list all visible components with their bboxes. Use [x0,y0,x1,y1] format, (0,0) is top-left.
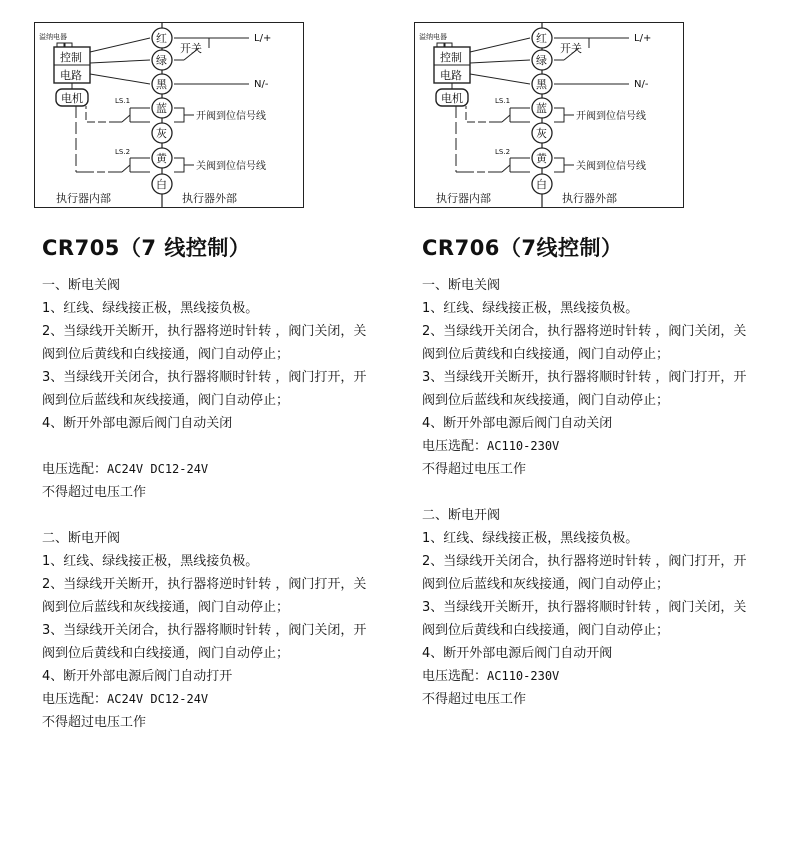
section-heading: 二、断电开阀 [42,531,121,546]
instruction-line: 2、当绿线开关断开，执行器将逆时针转 ，阀门关闭，关阀到位后黄线和白线接通，阀门自动停止； [42,324,367,362]
wire-red: 红 [536,32,547,45]
wire-white: 白 [536,178,547,191]
wire-blue: 蓝 [156,102,167,115]
voltage-line [422,665,752,688]
instruction-line: 3、当绿线开关闭合，执行器将顺时针转 ，阀门打开，开阀到位后蓝线和灰线接通，阀门自动停止； [42,370,367,408]
wire-grey: 灰 [536,127,547,140]
l-plus-label: L/+ [254,33,272,44]
wire-blue: 蓝 [536,102,547,115]
control-label-2: 电路 [60,69,82,82]
inside-label: 执行器内部 [436,192,491,205]
instruction-line: 2、当绿线开关闭合，执行器将逆时针转 ，阀门打开，开阀到位后蓝线和灰线接通，阀门自动停止； [422,554,747,592]
control-label-1: 控制 [440,51,462,64]
wire-yellow: 黄 [536,152,547,165]
voltage-line [42,458,372,481]
wire-green: 绿 [536,54,547,67]
switch-label: 开关 [560,42,582,55]
control-label-2: 电路 [440,69,462,82]
switch-label: 开关 [180,42,202,55]
section-heading: 一、断电关阀 [422,278,501,293]
instruction-line: 3、当绿线开关断开，执行器将顺时针转 ，阀门关闭，关阀到位后黄线和白线接通，阀门自动停止； [422,600,747,638]
n-minus-label: N/- [254,79,269,90]
outside-label: 执行器外部 [182,192,237,205]
brand-label: 溢纳电器 [419,33,447,41]
ls1-label: LS.1 [115,97,131,105]
voltage-line [42,688,372,711]
ls2-label: LS.2 [115,148,131,156]
voltage-label: 电压选配： [422,439,488,454]
ls2-label: LS.2 [495,148,511,156]
section-heading: 一、断电关阀 [42,278,121,293]
instruction-line: 1、红线、绿线接正极，黑线接负极。 [42,554,259,569]
instruction-line: 4、断开外部电源后阀门自动关闭 [42,416,233,431]
control-label-1: 控制 [60,51,82,64]
wiring-diagram [414,22,684,208]
wire-green: 绿 [156,54,167,67]
cr706-description [422,274,752,711]
instruction-line: 2、当绿线开关断开，执行器将逆时针转 ，阀门打开，关阀到位后蓝线和灰线接通，阀门自动停止； [42,577,367,615]
wiring-diagram-svg [34,22,304,208]
outside-label: 执行器外部 [562,192,617,205]
wire-yellow: 黄 [156,152,167,165]
voltage-value: AC110-230V [487,669,560,683]
voltage-warning: 不得超过电压工作 [42,715,147,730]
open-signal-label: 开阀到位信号线 [576,111,646,122]
wire-white: 白 [156,178,167,191]
ls1-label: LS.1 [495,97,511,105]
close-signal-label: 关阀到位信号线 [576,161,646,172]
n-minus-label: N/- [634,79,649,90]
instruction-line: 3、当绿线开关断开，执行器将顺时针转 ，阀门打开，开阀到位后蓝线和灰线接通，阀门自动停止； [422,370,747,408]
wire-black: 黑 [536,78,547,91]
wire-black: 黑 [156,78,167,91]
instruction-line: 3、当绿线开关闭合，执行器将顺时针转 ，阀门关闭，开阀到位后黄线和白线接通，阀门自动停止； [42,623,367,661]
voltage-label: 电压选配： [422,669,488,684]
voltage-warning: 不得超过电压工作 [42,485,147,500]
instruction-line: 4、断开外部电源后阀门自动关闭 [422,416,613,431]
wiring-diagram [34,22,304,208]
voltage-value: AC24V DC12-24V [107,692,209,706]
close-signal-label: 关阀到位信号线 [196,161,266,172]
motor-label: 电机 [61,92,83,105]
instruction-line: 4、断开外部电源后阀门自动打开 [42,669,233,684]
wiring-diagram-svg [414,22,684,208]
section-heading: 二、断电开阀 [422,508,501,523]
instruction-line: 2、当绿线开关闭合，执行器将逆时针转 ，阀门关闭，关阀到位后黄线和白线接通，阀门自动停止； [422,324,747,362]
open-signal-label: 开阀到位信号线 [196,111,266,122]
voltage-label: 电压选配： [42,462,108,477]
voltage-warning: 不得超过电压工作 [422,462,527,477]
wire-grey: 灰 [156,127,167,140]
motor-label: 电机 [441,92,463,105]
instruction-line: 1、红线、绿线接正极，黑线接负极。 [422,301,639,316]
voltage-value: AC110-230V [487,439,560,453]
voltage-line [422,435,752,458]
voltage-label: 电压选配： [42,692,108,707]
cr705-description [42,274,372,734]
cr706-title: CR706（7线控制） [422,236,623,260]
voltage-warning: 不得超过电压工作 [422,692,527,707]
instruction-line: 1、红线、绿线接正极，黑线接负极。 [42,301,259,316]
instruction-line: 4、断开外部电源后阀门自动开阀 [422,646,613,661]
cr705-title: CR705（7 线控制） [42,236,251,260]
instruction-line: 1、红线、绿线接正极，黑线接负极。 [422,531,639,546]
brand-label: 溢纳电器 [39,33,67,41]
inside-label: 执行器内部 [56,192,111,205]
l-plus-label: L/+ [634,33,652,44]
voltage-value: AC24V DC12-24V [107,462,209,476]
wire-red: 红 [156,32,167,45]
